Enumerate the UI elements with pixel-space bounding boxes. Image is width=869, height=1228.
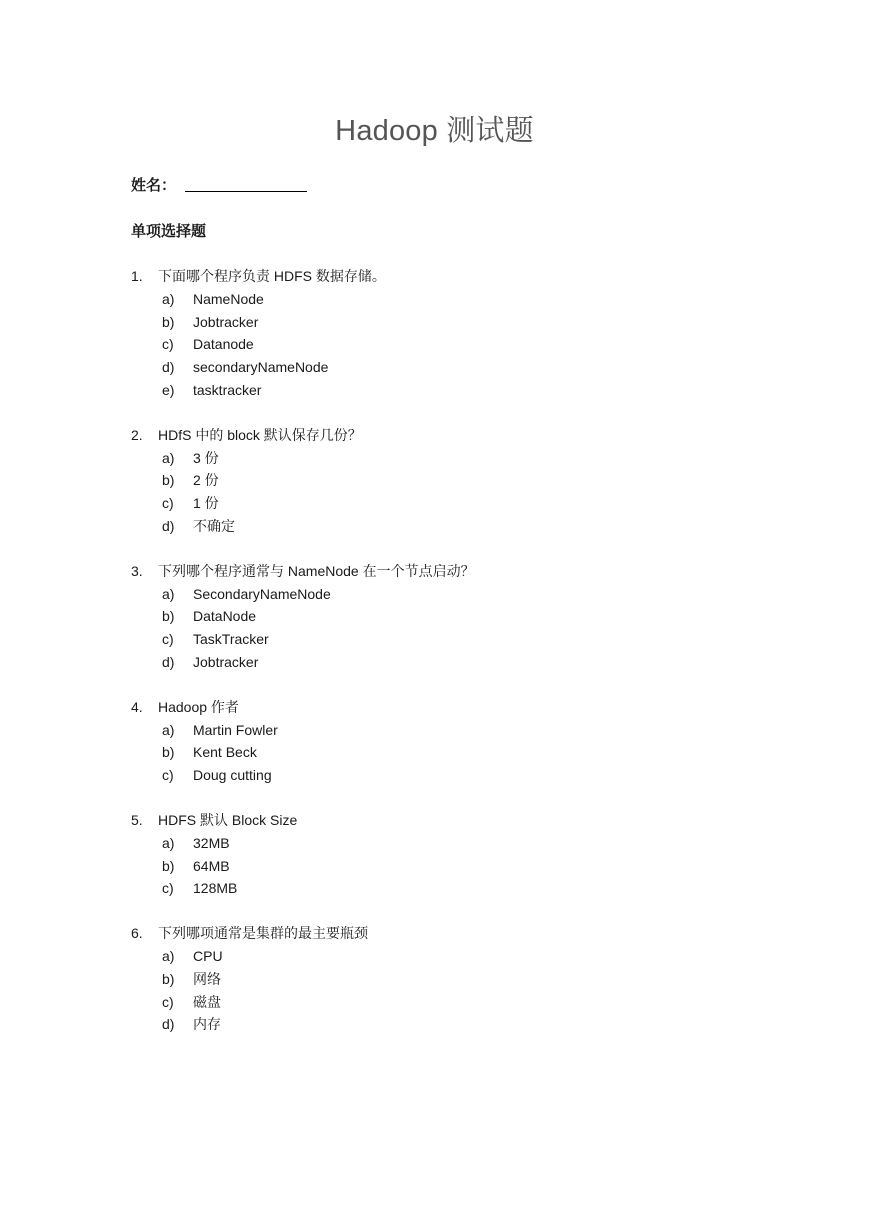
option-text: 不确定 <box>193 517 235 534</box>
question-line <box>131 696 831 719</box>
option-item <box>131 991 831 1014</box>
option-letter: c) <box>162 336 174 353</box>
option-item <box>131 288 831 311</box>
option-text: Martin Fowler <box>193 721 278 738</box>
option-item <box>131 764 831 787</box>
question-2 <box>131 424 831 538</box>
option-letter: a) <box>162 449 175 466</box>
option-letter: a) <box>162 834 175 851</box>
name-blank-line <box>185 191 307 192</box>
option-letter: b) <box>162 313 175 330</box>
option-text: 磁盘 <box>193 993 221 1010</box>
question-number: 5. <box>131 811 143 828</box>
option-item <box>131 855 831 878</box>
option-letter: d) <box>162 653 175 670</box>
option-letter: b) <box>162 857 175 874</box>
option-text: DataNode <box>193 608 257 625</box>
option-text: 2 份 <box>193 472 219 489</box>
question-1 <box>131 265 831 402</box>
question-number: 2. <box>131 426 143 443</box>
question-line <box>131 265 831 288</box>
option-text: SecondaryNameNode <box>193 585 331 602</box>
option-item <box>131 492 831 515</box>
option-letter: d) <box>162 1016 175 1033</box>
option-letter: c) <box>162 993 174 1010</box>
option-text: 1 份 <box>193 495 219 512</box>
option-letter: b) <box>162 608 175 625</box>
option-text: tasktracker <box>193 381 262 398</box>
question-text: Hadoop 作者 <box>158 698 239 715</box>
question-line <box>131 560 831 583</box>
option-text: 128MB <box>193 880 238 897</box>
option-text: Kent Beck <box>193 744 257 761</box>
option-letter: c) <box>162 631 174 648</box>
option-text: Datanode <box>193 336 254 353</box>
question-text: 下列哪个程序通常与 NameNode 在一个节点启动？ <box>158 562 475 579</box>
option-item <box>131 515 831 538</box>
question-line <box>131 424 831 447</box>
option-text: 内存 <box>193 1016 221 1033</box>
option-letter: b) <box>162 472 175 489</box>
question-4 <box>131 696 831 787</box>
option-letter: e) <box>162 381 175 398</box>
option-item <box>131 877 831 900</box>
option-text: 64MB <box>193 857 230 874</box>
option-text: Jobtracker <box>193 653 259 670</box>
option-item <box>131 628 831 651</box>
name-label: 姓名： <box>131 177 177 194</box>
option-letter: c) <box>162 767 174 784</box>
question-text: 下列哪项通常是集群的最主要瓶颈 <box>158 925 368 942</box>
option-letter: a) <box>162 721 175 738</box>
option-item <box>131 741 831 764</box>
option-letter: b) <box>162 970 175 987</box>
option-letter: a) <box>162 585 175 602</box>
option-letter: b) <box>162 744 175 761</box>
option-item <box>131 583 831 606</box>
option-item <box>131 945 831 968</box>
question-text: HDFS 默认 Block Size <box>158 811 298 828</box>
question-number: 1. <box>131 268 143 284</box>
option-text: secondaryNameNode <box>193 359 329 376</box>
option-item <box>131 832 831 855</box>
section-title: 单项选择题 <box>131 223 207 240</box>
option-item <box>131 447 831 470</box>
option-item <box>131 651 831 674</box>
option-letter: c) <box>162 880 174 897</box>
option-text: Doug cutting <box>193 767 272 784</box>
option-item <box>131 605 831 628</box>
option-letter: a) <box>162 290 175 307</box>
question-number: 3. <box>131 562 143 579</box>
option-letter: c) <box>162 495 174 512</box>
option-item <box>131 469 831 492</box>
option-text: Jobtracker <box>193 313 259 330</box>
question-5 <box>131 809 831 900</box>
option-text: 32MB <box>193 834 230 851</box>
option-text: 3 份 <box>193 449 219 466</box>
option-text: TaskTracker <box>193 631 269 648</box>
question-3 <box>131 560 831 674</box>
question-number: 4. <box>131 698 143 715</box>
option-item <box>131 968 831 991</box>
question-text: 下面哪个程序负责 HDFS 数据存储。 <box>158 268 386 284</box>
option-letter: d) <box>162 517 175 534</box>
option-letter: d) <box>162 359 175 376</box>
question-6 <box>131 922 831 1036</box>
option-item <box>131 356 831 379</box>
question-number: 6. <box>131 925 143 942</box>
option-item <box>131 333 831 356</box>
option-text: 网络 <box>193 970 221 987</box>
option-item <box>131 311 831 334</box>
question-line <box>131 809 831 832</box>
option-text: CPU <box>193 947 223 964</box>
option-item <box>131 719 831 742</box>
option-text: NameNode <box>193 290 264 307</box>
option-item <box>131 379 831 402</box>
option-item <box>131 1013 831 1036</box>
question-list <box>131 265 831 1058</box>
option-letter: a) <box>162 947 175 964</box>
document-title: Hadoop 测试题 <box>335 115 534 147</box>
question-text: HDfS 中的 block 默认保存几份？ <box>158 426 362 443</box>
question-line <box>131 922 831 945</box>
